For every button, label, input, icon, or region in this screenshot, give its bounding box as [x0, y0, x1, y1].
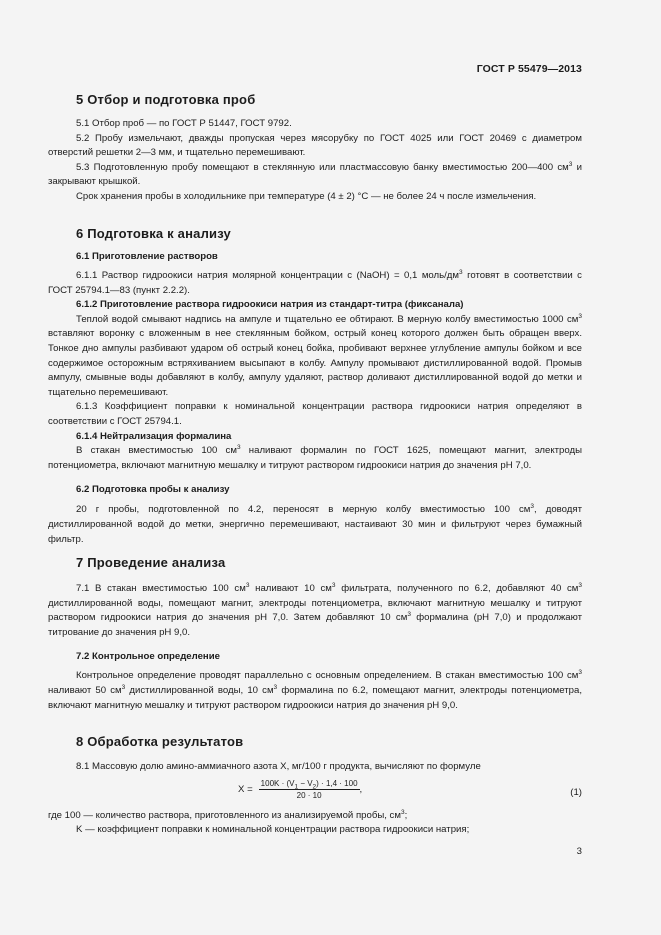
- formula-expression: [238, 779, 362, 800]
- para-6-1-4-title: 6.1.4 Нейтрализация формалина: [76, 430, 232, 442]
- para-8-1: 8.1 Массовую долю амино-аммиачного азота X, мг/100 г продукта, вычисляют по формуле: [76, 761, 481, 772]
- para-7-2: Контрольное определение проводят параллельно с основным определением. В стакан вместимостью 100 $см^3$ наливают 50 $см^3$ дистиллированной воды, 10 $см^3$ формалина по 6.2, помещают магнит, электроды потенциометра, включают магнитную мешалку и титруют раствором гидроокиси натрия до значения рН 9,0.: [48, 669, 582, 711]
- page-number: 3: [576, 846, 582, 857]
- section-5-title: 5 Отбор и подготовка проб: [76, 92, 256, 107]
- section-8: [48, 734, 582, 838]
- where-line-2: K — коэффициент поправки к номинальной концентрации раствора гидроокиси натрия;: [76, 824, 470, 836]
- para-5-3: 5.3 Подготовленную пробу помещают в стеклянную или пластмассовую банку вместимостью 200—400 $см^3$ и закрывают крышкой.: [48, 160, 582, 188]
- para-6-1-2-title: 6.1.2 Приготовление раствора гидроокиси натрия из стандарт-титра (фиксанала): [76, 299, 464, 311]
- formula-fraction: [259, 779, 360, 800]
- formula-numerator: $100K \cdot (V_1 - V_2) \cdot 1,4 \cdot 100$: [260, 778, 358, 791]
- section-8-title: 8 Обработка результатов: [76, 734, 244, 749]
- para-6-1-2: Теплой водой смывают надпись на ампуле и тщательно ее обтирают. В мерную колбу вместимостью 1000 $см^3$ вставляют воронку с вложенным в нее стеклянным бойком, острый конец которого должен быть обращен вверх. Тонкое дно ампулы разбивают ударом об острый конец бойка, пробивают верхнее углубление ампулы бойком и все содержимое осторожным встряхиванием высыпают в колбу. Ампулу промывают дистиллированной водой. Промыв ампулу, смывные воды добавляют в колбу, ампулу удаляют, раствор доливают дистиллированной водой до метки и тщательно перемешивают.: [48, 312, 582, 398]
- formula-comma: ,: [359, 783, 363, 795]
- where-line-1: где 100 — количество раствора, приготовленного из анализируемой пробы, $см^3$;: [48, 808, 408, 821]
- para-6-1-3: 6.1.3 Коэффициент поправки к номинальной концентрации раствора гидроокиси натрия определяют в соответствии с ГОСТ 25794.1.: [48, 401, 582, 427]
- subsection-6-2-title: 6.2 Подготовка пробы к анализу: [76, 484, 230, 496]
- para-5-2: 5.2 Пробу измельчают, дважды пропуская через мясорубку по ГОСТ 4025 или ГОСТ 20469 с диаметром отверстий решетки 2—3 мм, и тщательно перемешивают.: [48, 132, 582, 159]
- section-6-title: 6 Подготовка к анализу: [76, 226, 231, 241]
- document-header: ГОСТ Р 55479—2013: [476, 63, 582, 75]
- formula-lhs: X =: [238, 783, 253, 795]
- para-6-1-4: В стакан вместимостью 100 $см^3$ наливают формалин по ГОСТ 1625, помещают магнит, электроды потенциометра, включают магнитную мешалку и титруют раствором гидроокиси натрия до значения рН 7,0.: [48, 443, 582, 471]
- subsection-7-2-title: 7.2 Контрольное определение: [76, 651, 220, 663]
- section-7: [48, 555, 582, 713]
- section-7-title: 7 Проведение анализа: [76, 555, 226, 570]
- equation-number: (1): [570, 786, 582, 798]
- para-5-4: Срок хранения пробы в холодильнике при температуре (4 ± 2) °С — не более 24 ч после измельчения.: [76, 190, 537, 202]
- formula-1: [48, 775, 582, 809]
- para-7-1: 7.1 В стакан вместимостью 100 $см^3$ наливают 10 $см^3$ фильтрата, полученного по 6.2, добавляют 40 $см^3$ дистиллированной воды, помещают магнит, электроды потенциометра, включают магнитную мешалку и титруют раствором гидроокиси натрия до значения рН 7,0. Затем добавляют 10 $см^3$ формалина (рН 7,0) и продолжают титрование до значения рН 9,0.: [48, 581, 582, 638]
- formula-denominator: 20 · 10: [296, 790, 322, 800]
- para-6-1-1: 6.1.1 Раствор гидроокиси натрия молярной концентрации с (NaOH) = 0,1 моль/$дм^3$ готовят в соответствии с ГОСТ 25794.1—83 (пункт 2.2.2).: [48, 268, 582, 296]
- section-5: [48, 92, 582, 205]
- subsection-6-1-title: 6.1 Приготовление растворов: [76, 251, 218, 262]
- section-6: [48, 226, 582, 547]
- para-5-1: 5.1 Отбор проб — по ГОСТ Р 51447, ГОСТ 9792.: [76, 118, 292, 129]
- para-6-2: 20 г пробы, подготовленной по 4.2, переносят в мерную колбу вместимостью 100 $см^3$, доводят дистиллированной водой до метки, энергично перемешивают, настаивают 30 мин и фильтруют через бумажный фильтр.: [48, 503, 582, 545]
